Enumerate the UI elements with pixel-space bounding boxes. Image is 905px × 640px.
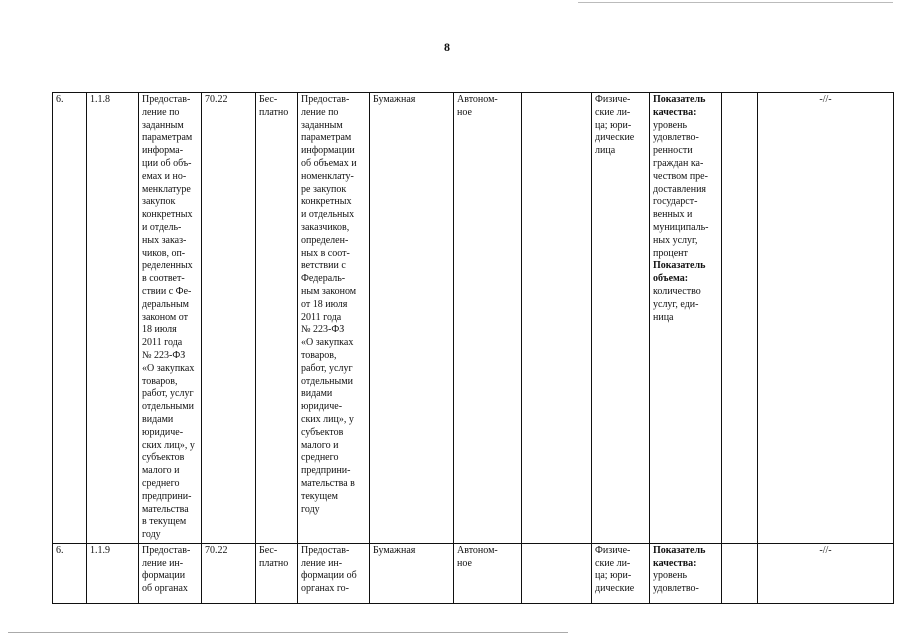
quality-indicator-text: уровень удовлетво- [653,570,699,595]
service-name: Предостав- ление по заданным параметрам информа- ции об объ- емах и но- менклатуре закупок конкретных и отдель- ных заказ- чиков, оп- ределенных в соответ- ствии с Фе- деральным законом от 18 июля 2011 года № 223-ФЗ «О закупках товаров, работ, услуг отдельными видами юридиче- ских лиц», у субъектов малого и среднего предприни- мательства в текущем году [139,93,202,544]
okved-code: 70.22 [202,543,256,603]
service-description: Предостав- ление ин- формации об органах го- [298,543,370,603]
service-form: Бумажная [370,93,454,544]
empty-cell [522,93,592,544]
service-price: Бес- платно [256,543,298,603]
page-number: 8 [444,40,450,54]
quality-indicator-text: уровень удовлетво- ренности граждан ка- чеством пре- доставления государст- венных и муниципаль- ных услуг, процент [653,119,709,259]
top-edge-line [578,2,893,3]
quality-indicator-title: Показатель качества: [653,544,706,569]
empty-cell [522,543,592,603]
quality-indicator-title: Показатель качества: [653,94,706,118]
service-type: Автоном- ное [454,543,522,603]
service-price: Бес- платно [256,93,298,544]
service-code: 1.1.9 [87,543,139,603]
bottom-edge-line [8,632,568,633]
empty-cell [722,93,758,544]
table-row [53,93,894,544]
services-table [52,92,894,604]
volume-indicator-title: Показатель объема: [653,260,706,285]
empty-cell [722,543,758,603]
service-form: Бумажная [370,543,454,603]
service-indicators [650,93,722,544]
note-cell: -//- [758,543,894,603]
okved-code: 70.22 [202,93,256,544]
service-code: 1.1.8 [87,93,139,544]
service-name: Предостав- ление ин- формации об органах [139,543,202,603]
volume-indicator-text: количество услуг, еди- ница [653,285,701,323]
service-type: Автоном- ное [454,93,522,544]
table-row [53,543,894,603]
row-number: 6. [53,543,87,603]
service-indicators [650,543,722,603]
service-description: Предостав- ление по заданным параметрам информации об объемах и номенклату- ре закупок конкретных и отдельных заказчиков, определен- ных в соот- ветствии с Федераль- ным законом от 18 июля 2011 года № 223-ФЗ «О закупках товаров, работ, услуг отдельными видами юридиче- ских лиц», у субъектов малого и среднего предприни- мательства в текущем году [298,93,370,544]
note-cell: -//- [758,93,894,544]
row-number: 6. [53,93,87,544]
consumer-category: Физиче- ские ли- ца; юри- дические лица [592,93,650,544]
consumer-category: Физиче- ские ли- ца; юри- дические [592,543,650,603]
